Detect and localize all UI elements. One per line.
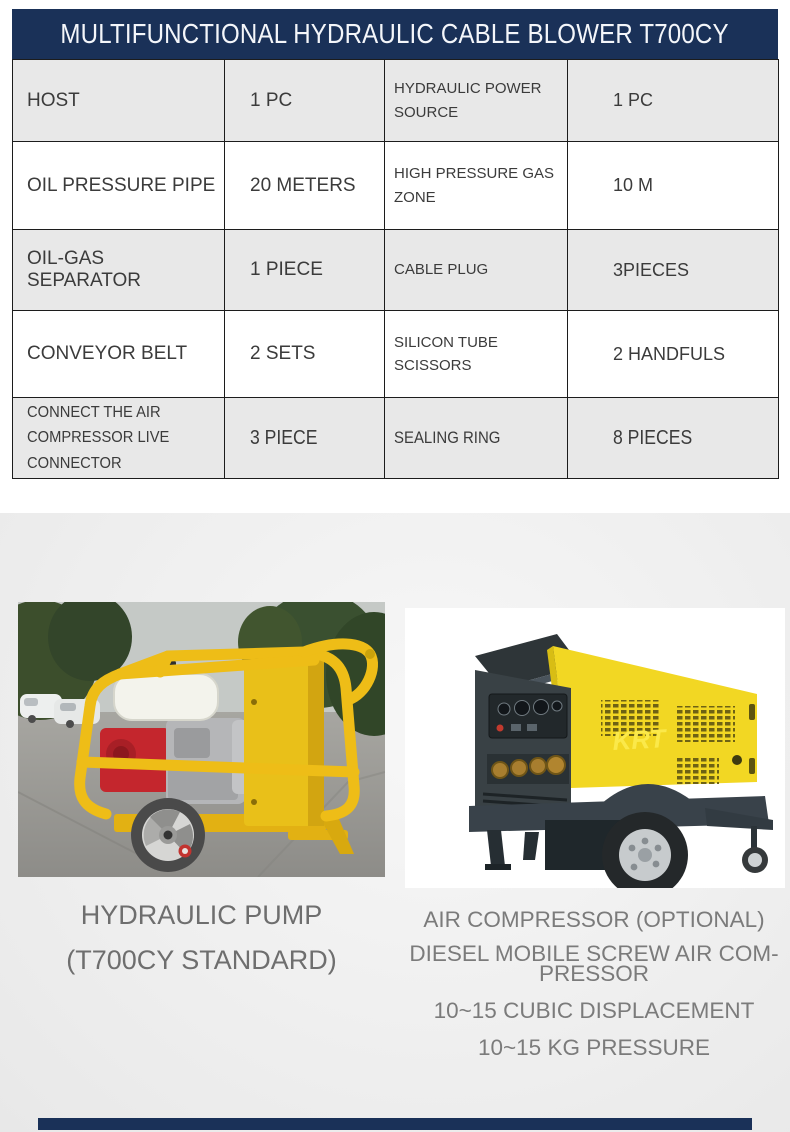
caption-line: HYDRAULIC PUMP xyxy=(80,900,323,930)
page-title: MULTIFUNCTIONAL HYDRAULIC CABLE BLOWER T700CY xyxy=(60,18,730,49)
quantity-cell: 8 PIECES xyxy=(568,398,779,479)
air-compressor-photo xyxy=(405,608,785,888)
quantity-cell: 1 PIECE xyxy=(225,230,385,311)
footer-bar xyxy=(38,1118,752,1130)
table-row xyxy=(13,311,779,398)
quantity-cell: 1 PC xyxy=(225,60,385,142)
quantity-cell: 2 HANDFULS xyxy=(568,311,779,398)
caption-line: (T700CY STANDARD) xyxy=(66,945,337,975)
quantity-cell: 3 PIECE xyxy=(225,398,385,479)
item-name-cell: CABLE PLUG xyxy=(385,230,568,311)
item-name-cell: OIL-GAS SEPARATOR xyxy=(13,230,225,311)
hydraulic-pump-photo xyxy=(18,602,385,877)
item-name-cell: HIGH PRESSURE GAS ZONE xyxy=(385,142,568,230)
gallery-section xyxy=(0,513,790,1132)
table-row xyxy=(13,230,779,311)
item-name-cell: CONNECT THE AIR COMPRESSOR LIVE CONNECTOR xyxy=(13,398,225,479)
quantity-cell: 2 SETS xyxy=(225,311,385,398)
table-row xyxy=(13,398,779,479)
item-name-cell: CONVEYOR BELT xyxy=(13,311,225,398)
quantity-cell: 3PIECES xyxy=(568,230,779,311)
item-name-cell: SEALING RING xyxy=(385,398,568,479)
caption-line: DIESEL MOBILE SCREW AIR COM- PRESSOR xyxy=(409,941,779,986)
quantity-cell: 1 PC xyxy=(568,60,779,142)
caption-line: 10~15 CUBIC DISPLACEMENT xyxy=(433,998,755,1023)
left-photo-caption xyxy=(18,893,385,983)
krt-logo: KRT xyxy=(611,723,667,756)
item-name-cell: HOST xyxy=(13,60,225,142)
table-row xyxy=(13,60,779,142)
item-name-cell: OIL PRESSURE PIPE xyxy=(13,142,225,230)
quantity-cell: 20 METERS xyxy=(225,142,385,230)
right-photo-caption xyxy=(398,908,790,1072)
title-banner xyxy=(12,9,778,59)
item-name-cell: SILICON TUBE SCISSORS xyxy=(385,311,568,398)
table-row xyxy=(13,142,779,230)
caption-line: 10~15 KG PRESSURE xyxy=(478,1035,710,1060)
item-name-cell: HYDRAULIC POWER SOURCE xyxy=(385,60,568,142)
caption-line: AIR COMPRESSOR (OPTIONAL) xyxy=(423,907,765,932)
quantity-cell: 10 M xyxy=(568,142,779,230)
spec-table xyxy=(12,59,779,479)
